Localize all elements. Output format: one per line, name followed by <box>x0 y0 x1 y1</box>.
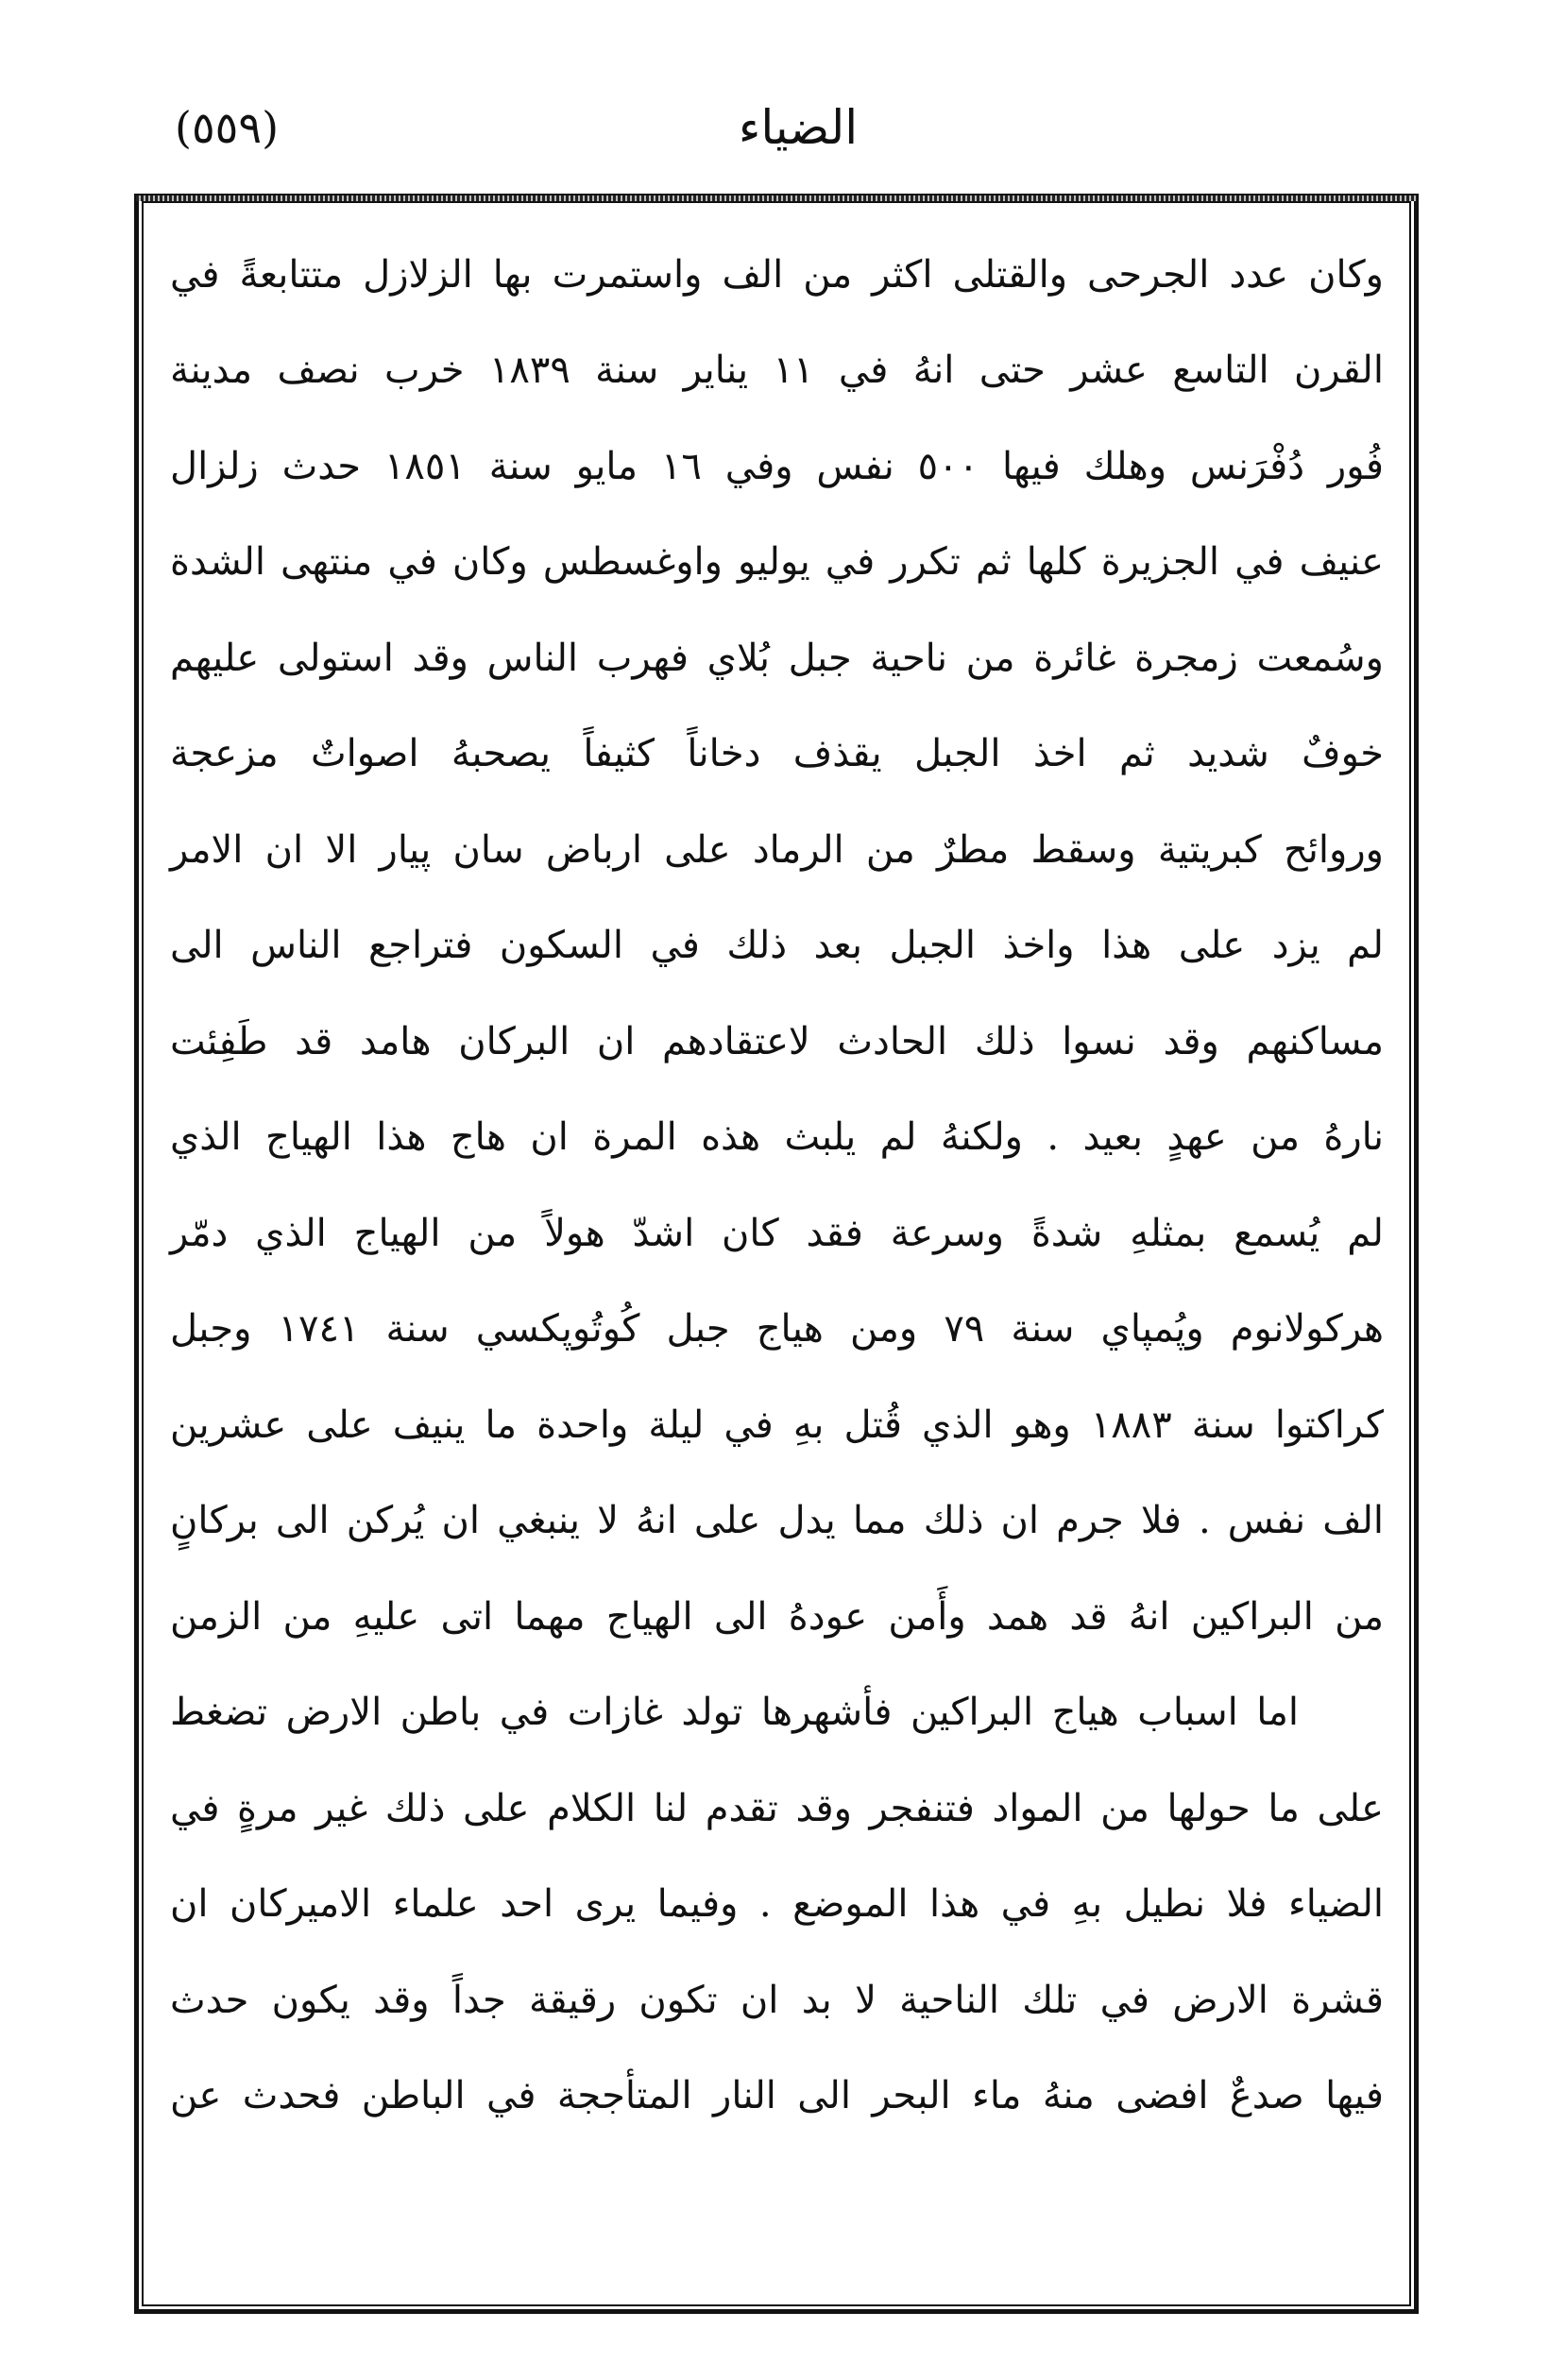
text-line: مساكنهم وقد نسوا ذلك الحادث لاعتقادهم ان البركان هامد قد طَفِئت <box>170 1019 1384 1063</box>
text-line: هركولانوم وپُمپاي سنة ٧٩ ومن هياج جبل كُوتُوپكسي سنة ١٧٤١ وجبل <box>170 1307 1385 1352</box>
text-line: كراكتوا سنة ١٨٨٣ وهو الذي قُتل بهِ في ليلة واحدة ما ينيف على عشرين <box>170 1402 1384 1447</box>
text-line: الضياء فلا نطيل بهِ في هذا الموضع . وفيما يرى احد علماء الاميركان ان <box>170 1882 1384 1927</box>
body-text <box>170 227 1384 2286</box>
text-line: نارهُ من عهدٍ بعيد . ولكنهُ لم يلبث هذه المرة ان هاج هذا الهياج الذي <box>170 1115 1384 1160</box>
text-line: فيها صدعٌ افضى منهُ ماء البحر الى النار المتأججة في الباطن فحدث عن <box>170 2074 1384 2118</box>
text-line: قشرة الارض في تلك الناحية لا بد ان تكون رقيقة جداً وقد يكون حدث <box>170 1978 1384 2022</box>
paragraph-start-line: اما اسباب هياج البراكين فأشهرها تولد غازات في باطن الارض تضغط <box>170 1691 1299 1735</box>
text-line: وسُمعت زمجرة غائرة من ناحية جبل بُلاي فهرب الناس وقد استولى عليهم <box>170 636 1384 680</box>
text-line: وكان عدد الجرحى والقتلى اكثر من الف واستمرت بها الزلازل متتابعةً في <box>170 252 1384 297</box>
text-line: فُور دُفْرَنس وهلك فيها ٥٠٠ نفس وفي ١٦ مايو سنة ١٨٥١ حدث زلزال <box>170 444 1384 488</box>
page-header <box>142 90 1455 194</box>
page-number: (٥٥٩) <box>175 102 280 153</box>
text-line: الف نفس . فلا جرم ان ذلك مما يدل على انهُ لا ينبغي ان يُركن الى بركانٍ <box>170 1499 1384 1543</box>
text-line: من البراكين انهُ قد همد وأَمن عودهُ الى الهياج مهما اتى عليهِ من الزمن <box>170 1594 1384 1639</box>
text-line: القرن التاسع عشر حتى انهُ في ١١ يناير سنة ١٨٣٩ خرب نصف مدينة <box>170 348 1384 393</box>
text-line: وروائح كبريتية وسقط مطرٌ من الرماد على ارباض سان پيار الا ان الامر <box>170 827 1384 872</box>
page-title: الضياء <box>738 100 859 155</box>
text-line: خوفٌ شديد ثم اخذ الجبل يقذف دخاناً كثيفاً يصحبهُ اصواتٌ مزعجة <box>170 732 1384 776</box>
text-line: لم يزد على هذا واخذ الجبل بعد ذلك في السكون فتراجع الناس الى <box>170 924 1384 968</box>
text-line: على ما حولها من المواد فتنفجر وقد تقدم لنا الكلام على ذلك غير مرةٍ في <box>170 1786 1384 1830</box>
text-line: عنيف في الجزيرة كلها ثم تكرر في يوليو واوغسطس وكان في منتهى الشدة <box>170 540 1384 585</box>
text-line: لم يُسمع بمثلهِ شدةً وسرعة فقد كان اشدّ هولاً من الهياج الذي دمّر <box>170 1211 1384 1255</box>
